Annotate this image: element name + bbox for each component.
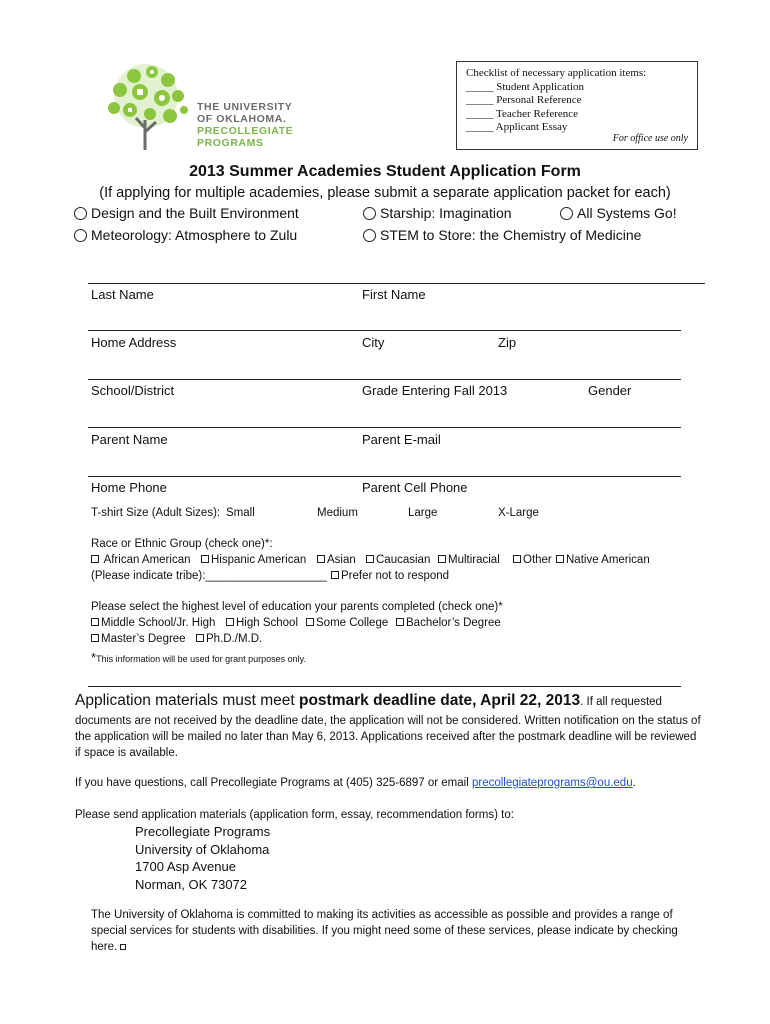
race-african-american[interactable]: African American <box>91 554 191 566</box>
checklist-item: _____ Personal Reference <box>466 94 582 106</box>
edu-high-school[interactable]: High School <box>226 617 298 629</box>
form-subtitle: (If applying for multiple academies, please submit a separate application packet for each) <box>99 185 671 201</box>
logo-line: PROGRAMS <box>197 137 264 149</box>
checkbox-icon[interactable] <box>513 555 521 563</box>
office-checklist-box <box>456 61 698 150</box>
deadline-date: postmark deadline date, April 22, 2013 <box>298 692 581 709</box>
race-asian[interactable]: Asian <box>317 554 356 566</box>
footnote-star: * <box>91 650 97 665</box>
address-line: Precollegiate Programs <box>135 824 271 839</box>
parent-email-label: Parent E-mail <box>362 432 441 447</box>
race-caucasian[interactable]: Caucasian <box>366 554 430 566</box>
email-link[interactable]: precollegiateprograms@ou.edu <box>471 777 633 789</box>
tribe-field[interactable]: (Please indicate tribe):___________________ <box>91 570 327 582</box>
contact-text: If you have questions, call Precollegiate Programs at (405) 325-6897 or email precollegiateprograms@ou.edu. <box>75 777 636 789</box>
divider-line <box>88 686 681 687</box>
edu-phd[interactable]: Ph.D./M.D. <box>196 633 262 645</box>
radio-circle-icon[interactable] <box>560 207 573 220</box>
education-label: Please select the highest level of education your parents completed (check one)* <box>91 601 503 613</box>
mailing-address <box>135 823 270 893</box>
radio-circle-icon[interactable] <box>74 229 87 242</box>
field-line[interactable] <box>88 283 705 284</box>
tshirt-size-large[interactable]: Large <box>408 507 438 519</box>
checklist-item: _____ Student Application <box>466 80 584 93</box>
edu-bachelors[interactable]: Bachelor’s Degree <box>396 617 501 629</box>
academy-label: Starship: Imagination <box>380 205 512 221</box>
radio-circle-icon[interactable] <box>74 207 87 220</box>
checkbox-icon[interactable] <box>366 555 374 563</box>
race-label: Race or Ethnic Group (check one)*: <box>91 538 273 550</box>
last-name-label: Last Name <box>91 287 154 302</box>
address-line: Norman, OK 73072 <box>135 876 248 892</box>
school-label: School/District <box>91 383 175 398</box>
logo-line: THE UNIVERSITY <box>197 101 293 113</box>
checkbox-icon[interactable] <box>226 618 234 626</box>
checkbox-icon[interactable] <box>556 555 564 563</box>
academy-label: Design and the Built Environment <box>91 205 299 221</box>
zip-label: Zip <box>498 335 517 350</box>
send-label: Please send application materials (application form, essay, recommendation forms) to: <box>75 809 514 821</box>
checkbox-icon[interactable] <box>306 618 314 626</box>
field-line[interactable] <box>88 427 681 428</box>
race-prefer-not[interactable]: Prefer not to respond <box>331 570 449 582</box>
checkbox-icon[interactable] <box>91 555 99 563</box>
edu-masters[interactable]: Master’s Degree <box>91 633 186 645</box>
footnote-text: This information will be used for grant purposes only. <box>96 654 306 664</box>
race-multiracial[interactable]: Multiracial <box>438 554 500 566</box>
academy-label: STEM to Store: the Chemistry of Medicine <box>380 227 642 243</box>
checkbox-icon[interactable] <box>438 555 446 563</box>
parent-cell-label: Parent Cell Phone <box>362 480 468 495</box>
deadline-body: documents are not received by the deadline date, the application will not be considered. Written notification on the status of the application will be mailed no later than May 6, 2013. Applications received after the postmark deadline will be reviewed if space is available. <box>75 715 701 759</box>
academy-option-starship[interactable] <box>363 205 512 221</box>
checkbox-icon[interactable] <box>91 634 99 642</box>
home-address-label: Home Address <box>91 335 177 350</box>
academy-label: All Systems Go! <box>577 205 677 221</box>
checklist-item: _____ Applicant Essay <box>466 121 568 133</box>
checkbox-icon[interactable] <box>91 618 99 626</box>
checkbox-icon[interactable] <box>317 555 325 563</box>
tshirt-size-small[interactable]: Small <box>226 507 255 519</box>
field-line[interactable] <box>88 330 681 331</box>
tree-logo-icon <box>100 62 192 152</box>
tshirt-size-xlarge[interactable]: X-Large <box>498 507 539 519</box>
race-other[interactable]: Other <box>513 554 552 566</box>
address-line: University of Oklahoma <box>135 841 270 857</box>
academy-option-meteorology[interactable] <box>74 227 297 243</box>
office-use-note: For office use only <box>612 132 688 144</box>
edu-some-college[interactable]: Some College <box>306 617 388 629</box>
academy-option-stem[interactable] <box>363 227 641 243</box>
academy-option-design[interactable] <box>74 205 299 221</box>
tshirt-label: T-shirt Size (Adult Sizes): <box>91 507 221 519</box>
footnote <box>91 649 306 667</box>
city-label: City <box>362 335 385 350</box>
checklist-heading: Checklist of necessary application items: <box>466 67 647 79</box>
academy-label: Meteorology: Atmosphere to Zulu <box>91 227 298 243</box>
academy-option-all-systems[interactable] <box>560 205 677 221</box>
address-line: 1700 Asp Avenue <box>135 859 236 874</box>
parent-name-label: Parent Name <box>91 432 168 447</box>
checkbox-icon[interactable] <box>201 555 209 563</box>
university-logo <box>197 101 293 149</box>
gender-label: Gender <box>588 383 632 398</box>
edu-middle-school[interactable]: Middle School/Jr. High <box>91 617 215 629</box>
deadline-heading: Application materials must meet postmark deadline date, April 22, 2013. If all requested <box>75 692 662 709</box>
grade-label: Grade Entering Fall 2013 <box>362 383 508 398</box>
checkbox-icon[interactable] <box>396 618 404 626</box>
field-line[interactable] <box>88 379 681 380</box>
checkbox-icon[interactable] <box>331 571 339 579</box>
home-phone-label: Home Phone <box>91 480 167 495</box>
tshirt-size-medium[interactable]: Medium <box>317 507 358 519</box>
field-line[interactable] <box>88 476 681 477</box>
checkbox-icon[interactable] <box>196 634 204 642</box>
race-native-american[interactable]: Native American <box>556 554 650 566</box>
radio-circle-icon[interactable] <box>363 229 376 242</box>
form-title: 2013 Summer Academies Student Application Form <box>189 163 581 180</box>
checkbox-icon[interactable] <box>120 944 126 950</box>
radio-circle-icon[interactable] <box>363 207 376 220</box>
accessibility-note: The University of Oklahoma is committed to making its activities as accessible as possible and provides a range of special services for students with disabilities. If you might need some of these services, please indicate by checking here. <box>91 909 678 953</box>
first-name-label: First Name <box>362 287 426 302</box>
logo-line: OF OKLAHOMA. <box>197 113 287 125</box>
logo-line: PRECOLLEGIATE <box>197 125 294 137</box>
race-hispanic-american[interactable]: Hispanic American <box>201 554 306 566</box>
checklist-item: _____ Teacher Reference <box>466 107 579 120</box>
